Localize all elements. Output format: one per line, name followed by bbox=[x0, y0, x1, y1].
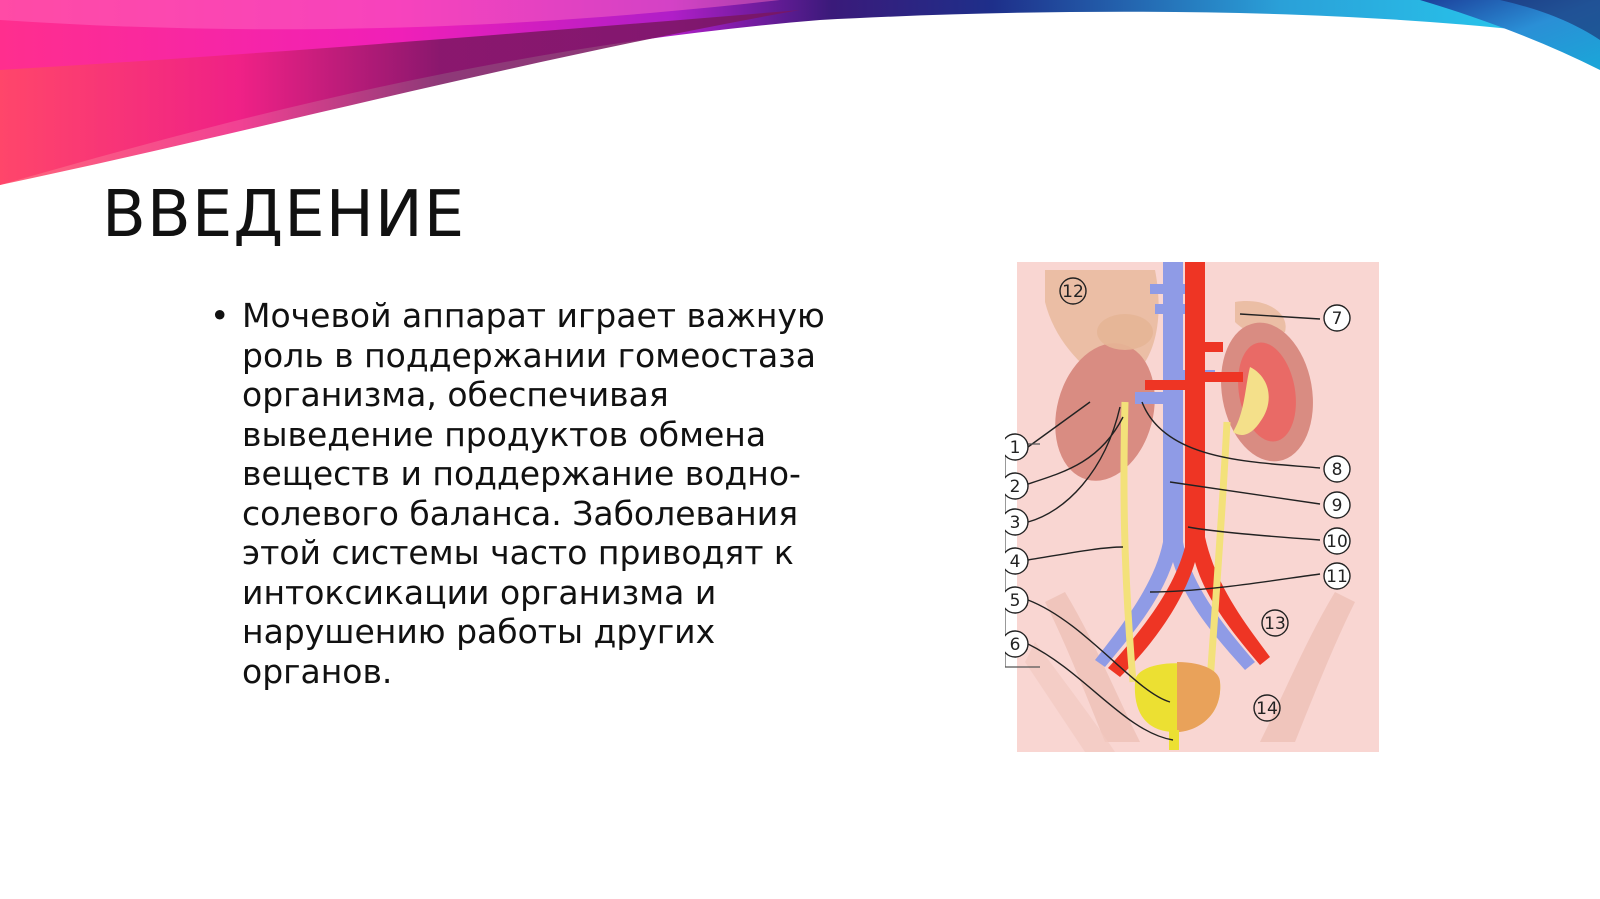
svg-text:6: 6 bbox=[1009, 635, 1021, 655]
label-8 bbox=[1324, 456, 1350, 482]
artery-branch-upper bbox=[1193, 342, 1223, 352]
label-4 bbox=[1005, 548, 1028, 574]
svg-text:10: 10 bbox=[1326, 532, 1348, 552]
artery-branch-right bbox=[1203, 372, 1243, 382]
bullet-item: • Мочевой аппарат играет важную роль в поддержании гомеостаза организма, обеспечивая выведение продуктов обмена веществ и поддержание водно-солевого баланса. Заболевания этой системы часто приводят к интоксикации организма и нарушению работы других органов. bbox=[210, 296, 850, 691]
label-6 bbox=[1005, 631, 1028, 657]
label-5 bbox=[1005, 587, 1028, 613]
urinary-system-diagram bbox=[1005, 262, 1390, 767]
header-banner bbox=[0, 0, 1600, 200]
label-10 bbox=[1324, 528, 1350, 554]
label-11 bbox=[1324, 563, 1350, 589]
svg-text:12: 12 bbox=[1062, 282, 1084, 302]
label-1 bbox=[1005, 434, 1028, 460]
svg-text:3: 3 bbox=[1009, 513, 1021, 533]
svg-text:8: 8 bbox=[1331, 460, 1343, 480]
svg-text:2: 2 bbox=[1009, 477, 1021, 497]
label-12 bbox=[1060, 278, 1086, 304]
artery-branch-left bbox=[1145, 380, 1187, 390]
svg-text:13: 13 bbox=[1264, 614, 1286, 634]
label-7 bbox=[1324, 305, 1350, 331]
left-adrenal bbox=[1097, 314, 1153, 350]
label-9 bbox=[1324, 492, 1350, 518]
label-13 bbox=[1262, 610, 1288, 636]
svg-text:7: 7 bbox=[1331, 309, 1343, 329]
svg-text:14: 14 bbox=[1256, 699, 1278, 719]
svg-text:4: 4 bbox=[1009, 552, 1021, 572]
bullet-list bbox=[210, 296, 850, 691]
label-14 bbox=[1254, 695, 1280, 721]
svg-text:5: 5 bbox=[1009, 591, 1021, 611]
label-3 bbox=[1005, 509, 1028, 535]
svg-text:9: 9 bbox=[1331, 496, 1343, 516]
svg-text:1: 1 bbox=[1009, 438, 1021, 458]
label-2 bbox=[1005, 473, 1028, 499]
svg-text:11: 11 bbox=[1326, 567, 1348, 587]
slide-title: ВВЕДЕНИЕ bbox=[102, 178, 466, 252]
vein-branch-left bbox=[1135, 392, 1170, 404]
